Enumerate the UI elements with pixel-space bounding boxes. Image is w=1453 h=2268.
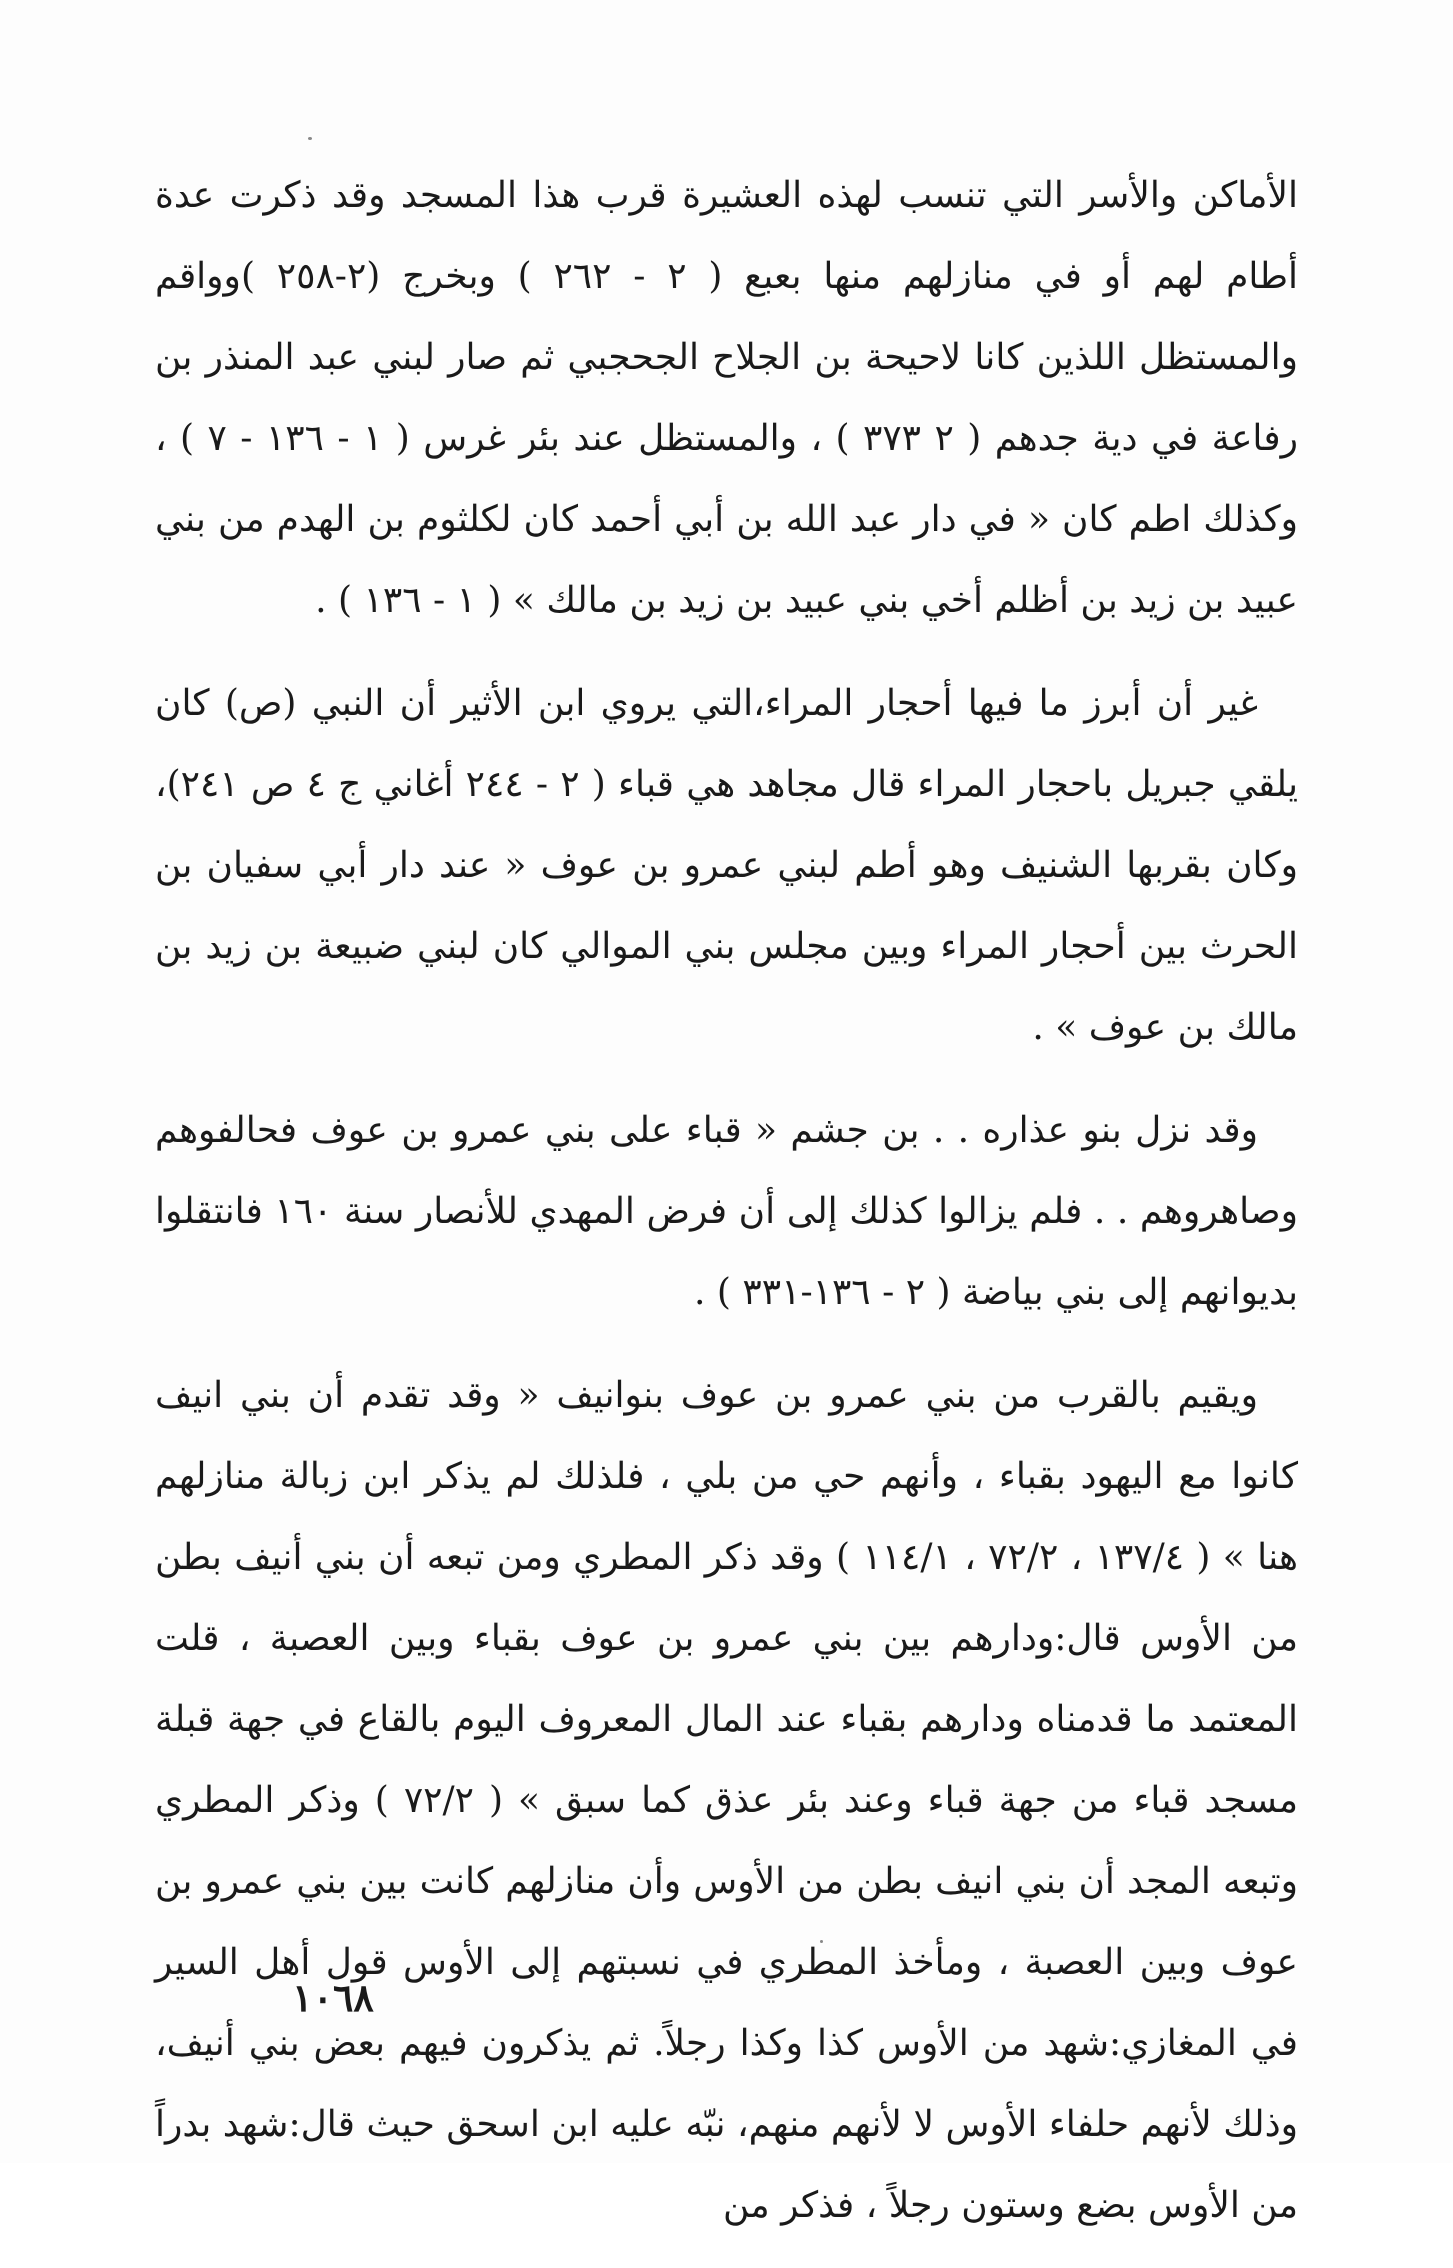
page-number: ١٠٦٨ [292, 1975, 374, 2020]
paragraph-4: ويقيم بالقرب من بني عمرو بن عوف بنوانيف « وقد تقدم أن بني انيف كانوا مع اليهود بقباء ، وأنهم حي من بلي ، فلذلك لم يذكر ابن زبالة منازلهم هنا » ( ١٣٧/٤ ، ٧٢/٢ ، ١١٤/١ ) وقد ذكر المطري ومن تبعه أن بني أنيف بطن من الأوس قال:ودارهم بين بني عمرو بن عوف بقباء وبين العصبة ، قلت المعتمد ما قدمناه ودارهم بقباء عند المال المعروف اليوم بالقاع في جهة قبلة مسجد قباء من جهة قباء وعند بئر عذق كما سبق » ( ٧٢/٢ ) وذكر المطري وتبعه المجد أن بني انيف بطن من الأوس وأن منازلهم كانت بين بني عمرو بن عوف وبين العصبة ، ومأخذ المطري في نسبتهم إلى الأوس قول أهل السير في المغازي:شهد من الأوس كذا وكذا رجلاً. ثم يذكرون فيهم بعض بني أنيف، وذلك لأنهم حلفاء الأوس لا لأنهم منهم، نبّه عليه ابن اسحق حيث قال:شهد بدراً من الأوس بضع وستون رجلاً ، فذكر من [155, 1375, 1298, 2226]
paragraph-2: غير أن أبرز ما فيها أحجار المراء،التي يروي ابن الأثير أن النبي (ص) كان يلقي جبريل باحجار المراء قال مجاهد هي قباء ( ٢ - ٢٤٤ أغاني ج ٤ ص ٢٤١)، وكان بقربها الشنيف وهو أطم لبني عمرو بن عوف « عند دار أبي سفيان بن الحرث بين أحجار المراء وبين مجلس بني الموالي كان لبني ضبيعة بن زيد بن مالك بن عوف » . [155, 683, 1298, 1048]
paragraph-3: وقد نزل بنو عذاره . . بن جشم « قباء على بني عمرو بن عوف فحالفوهم وصاهروهم . . فلم يزالوا كذلك إلى أن فرض المهدي للأنصار سنة ١٦٠ فانتقلوا بديوانهم إلى بني بياضة ( ٢ - ١٣٦-٣٣١ ) . [155, 1110, 1298, 1313]
scan-speck [308, 137, 312, 140]
paragraph-1: الأماكن والأسر التي تنسب لهذه العشيرة قرب هذا المسجد وقد ذكرت عدة أطام لهم أو في منازلهم منها بعبع ( ٢ - ٢٦٢ ) وبخرج (٢-٢٥٨ )وواقم والمستظل اللذين كانا لاحيحة بن الجلاح الجحجبي ثم صار لبني عبد المنذر بن رفاعة في دية جدهم ( ٢ ٣٧٣ ) ، والمستظل عند بئر غرس ( ١ - ١٣٦ - ٧ ) ، وكذلك اطم كان « في دار عبد الله بن أبي أحمد كان لكلثوم بن الهدم من بني عبيد بن زيد بن أظلم أخي بني عبيد بن زيد بن مالك » ( ١ - ١٣٦ ) . [155, 175, 1298, 621]
body-text [155, 155, 1298, 2268]
